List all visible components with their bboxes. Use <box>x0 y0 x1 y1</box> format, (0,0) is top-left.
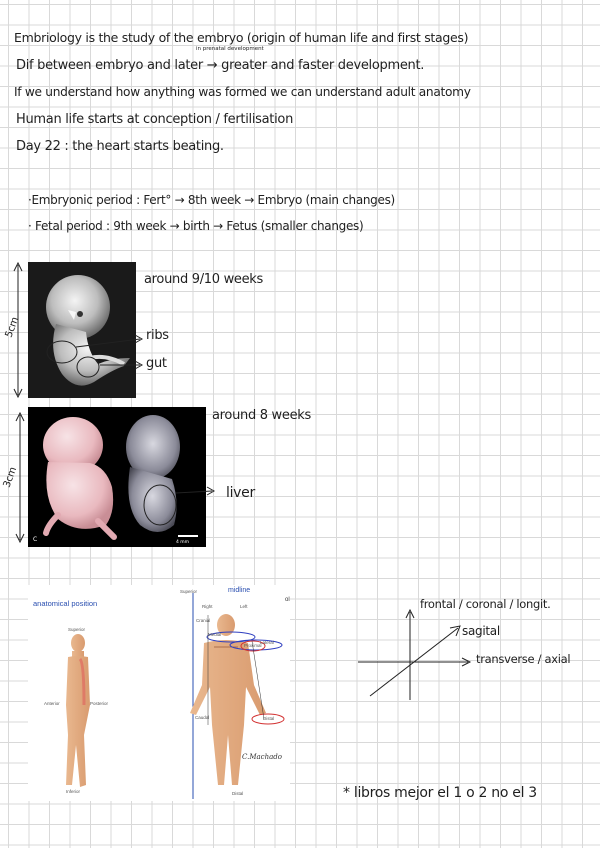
front-label-superior: Superior <box>180 589 198 594</box>
note-annotation-prenatal: in prenatal development <box>196 46 264 52</box>
plane-label-transverse: transverse / axial <box>476 652 571 666</box>
embryo2-scale-bar: 4 mm <box>176 540 190 545</box>
embryo2-side-label: 3cm <box>1 465 20 490</box>
front-label-cranial: Cranial <box>196 618 211 623</box>
footer-note-libros: * libros mejor el 1 o 2 no el 3 <box>343 785 537 801</box>
anatomy-signature: C.Machado <box>242 753 282 761</box>
embryo1-side-label: 5cm <box>3 315 22 340</box>
front-label-proximal: Proximal <box>244 643 262 648</box>
side-label-posterior: Posterior <box>90 701 109 706</box>
anatomy-stray-mark: ol <box>285 597 290 603</box>
embryo2-label-liver: liver <box>226 485 255 501</box>
front-label-caudal: Caudal <box>195 715 210 720</box>
anatomy-midline-label: midline <box>228 587 251 594</box>
note-line-embriology: Embriology is the study of the embryo (origin of human life and first stages) <box>14 30 469 45</box>
note-line-day22: Day 22 : the heart starts beating. <box>16 139 224 154</box>
embryo2-annotations <box>0 405 240 555</box>
side-label-superior: Superior <box>68 627 86 632</box>
anatomy-figure <box>28 585 290 801</box>
note-line-difference: Dif between embryo and later → greater and faster development. <box>16 58 425 73</box>
side-label-anterior: Anterior <box>44 701 60 706</box>
embryo1-label-ribs: ribs <box>146 328 169 343</box>
period-embryonic: ·Embryonic period : Fert° → 8th week → Embryo (main changes) <box>28 193 395 207</box>
anatomy-title: anatomical position <box>33 599 98 608</box>
body-planes-axes <box>350 600 480 710</box>
side-label-inferior: Inferior <box>66 789 81 794</box>
anatomy-drawings <box>28 585 290 801</box>
note-line-understand: If we understand how anything was formed we can understand adult anatomy <box>14 85 471 99</box>
front-label-right: Right <box>202 604 213 609</box>
note-line-human-life: Human life starts at conception / fertilisation <box>16 112 294 127</box>
plane-label-frontal: frontal / coronal / longit. <box>420 597 551 611</box>
embryo1-label-gut: gut <box>146 356 167 371</box>
embryo2-caption: around 8 weeks <box>212 408 311 423</box>
front-label-medial: Medial <box>208 632 222 637</box>
front-label-left: Left <box>240 604 248 609</box>
front-label-distal: Distal <box>263 716 275 721</box>
front-label-inferior: Distal <box>232 791 244 796</box>
front-label-lateral: Lateral <box>260 640 274 645</box>
period-fetal: · Fetal period : 9th week → birth → Fetus (smaller changes) <box>28 219 364 233</box>
embryo1-caption: around 9/10 weeks <box>144 272 263 287</box>
plane-label-sagittal: sagital <box>462 624 500 638</box>
embryo2-panel-letter: C <box>33 536 38 543</box>
